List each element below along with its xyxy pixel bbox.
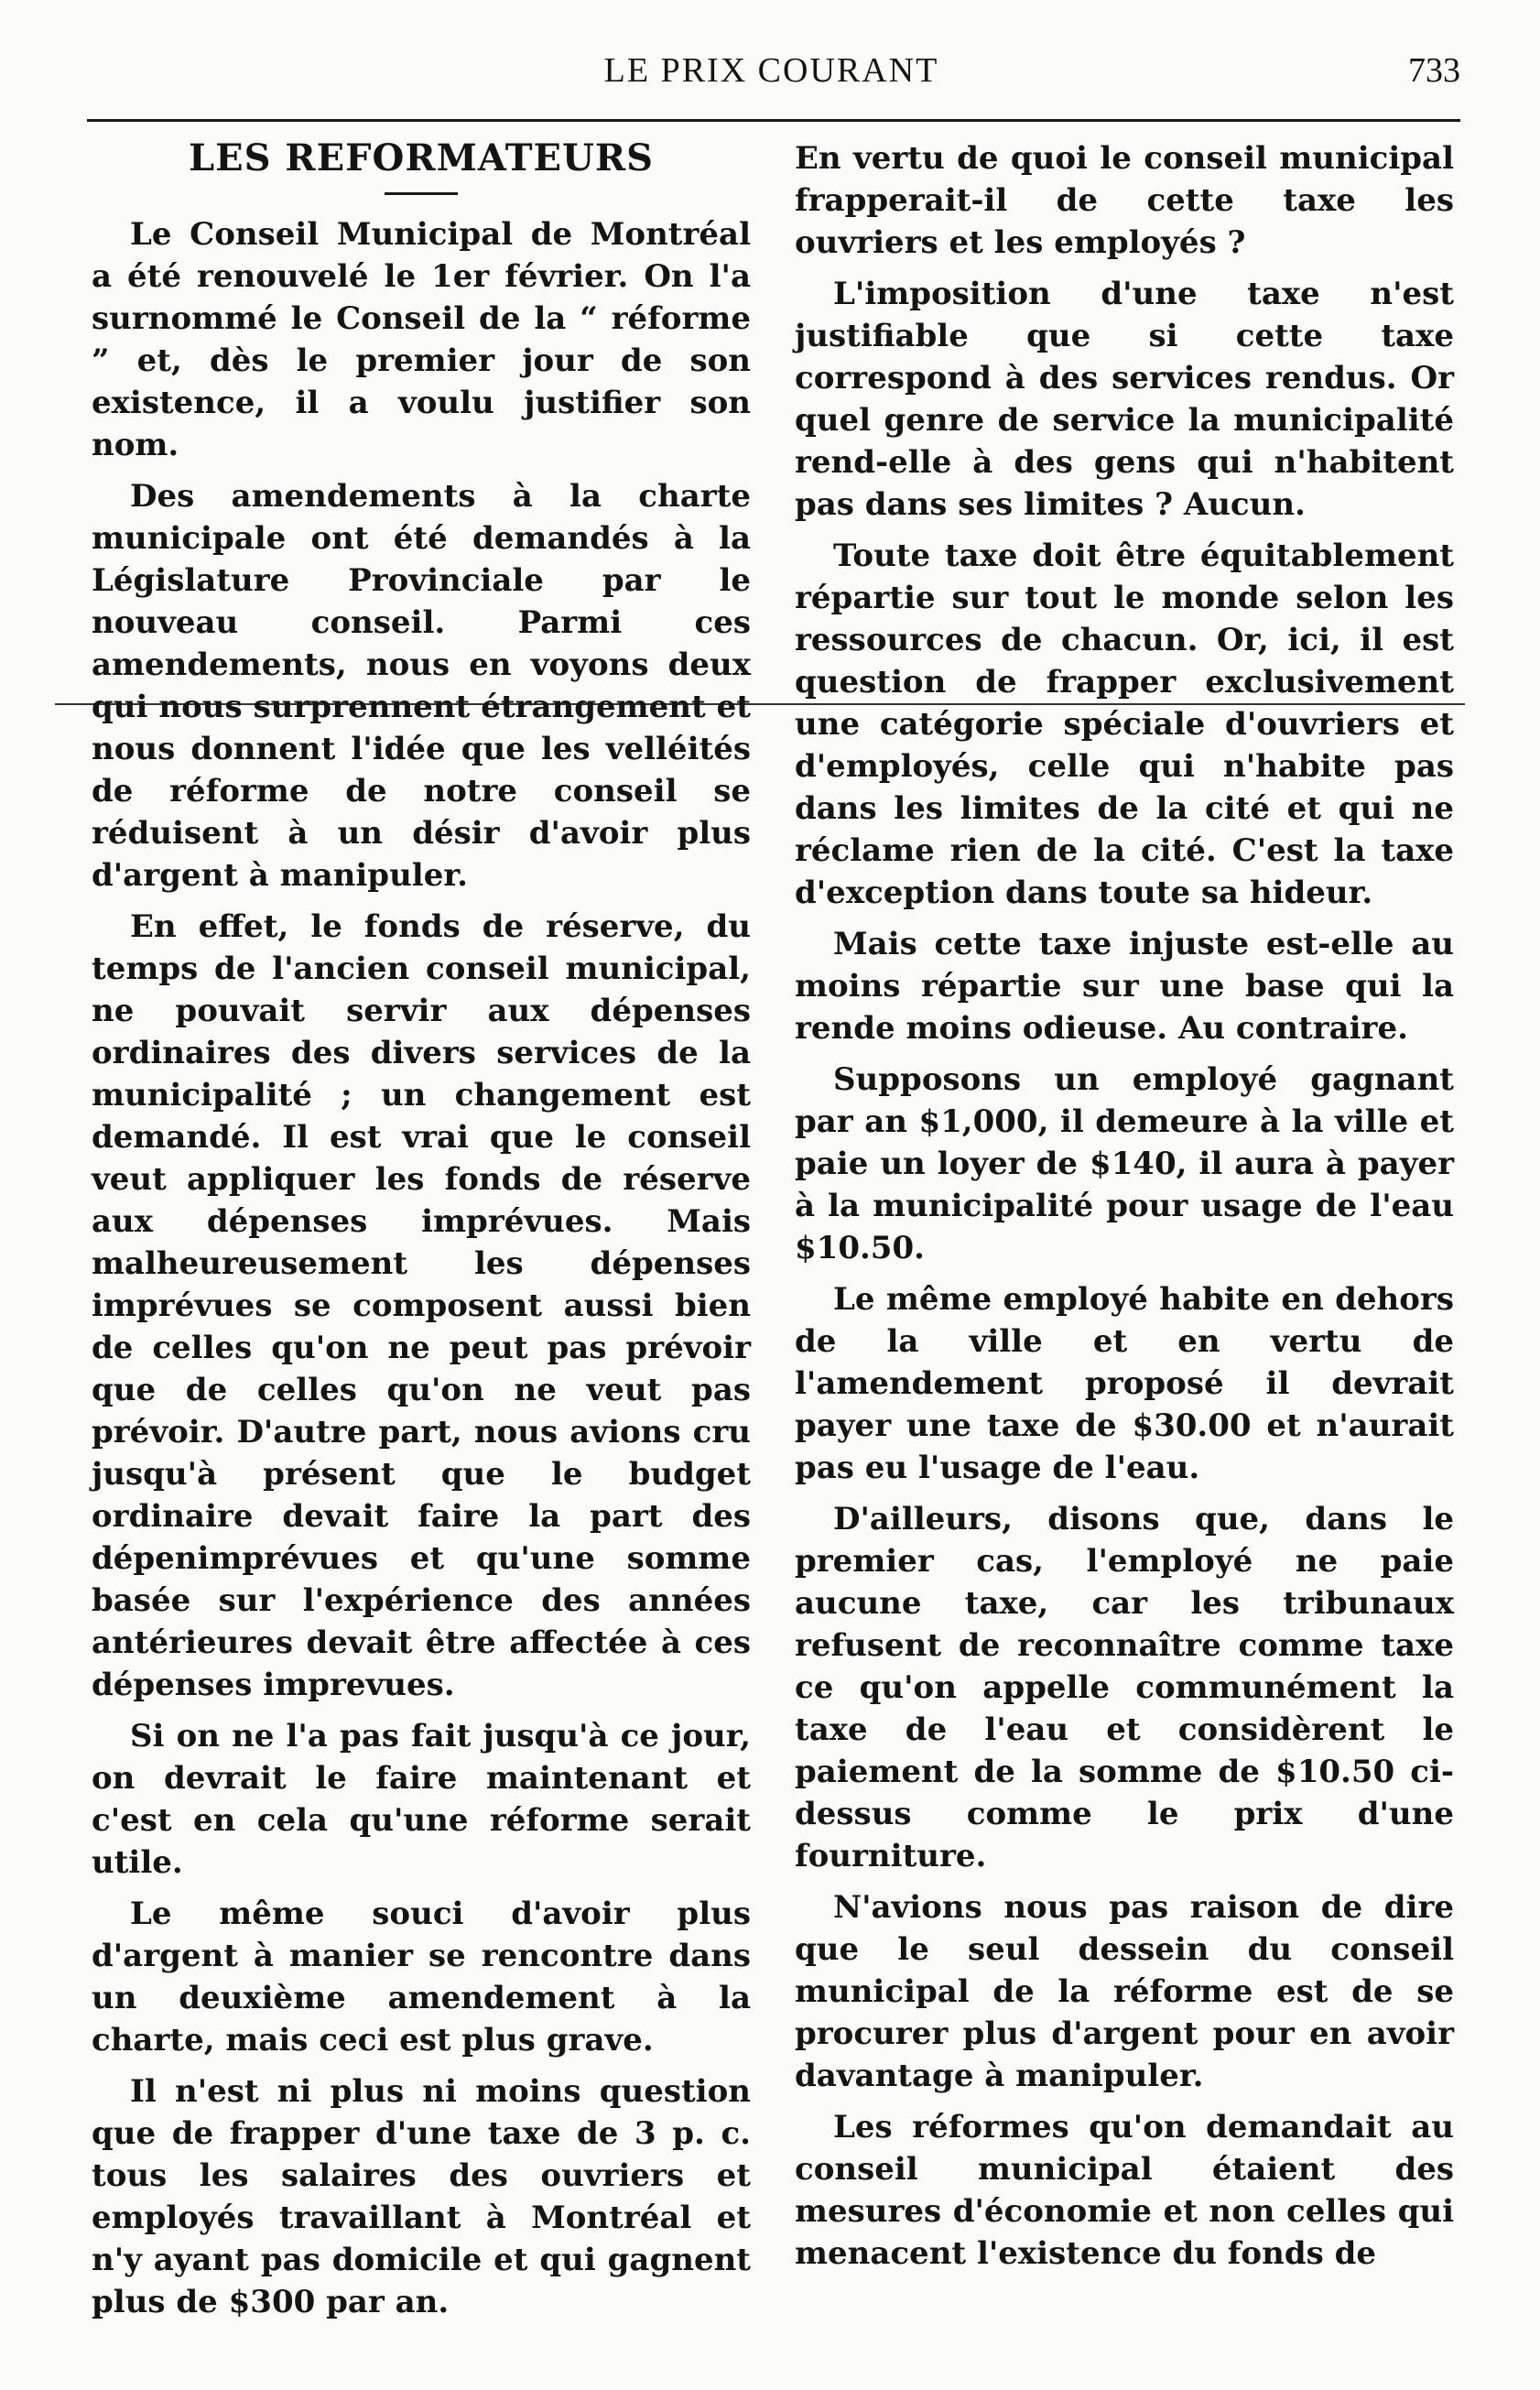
paragraph: En effet, le fonds de réserve, du temps de l'ancien conseil municipal, ne pouvait servir aux dépenses ordinaires des divers services de la municipalité ; un changement est demandé. Il est vrai que le conseil veut appliquer les fonds de réserve aux dépenses imprévues. Mais malheureusement les dépenses imprévues se composent aussi bien de celles qu'on ne peut pas prévoir que de celles qu'on ne veut pas prévoir. D'autre part, nous avions cru jusqu'à présent que le budget ordinaire devait faire la part des dépenimprévues et qu'une somme basée sur l'expérience des années antérieures devait être affectée à ces dépenses imprevues. xyxy=(92,908,751,1703)
header-rule xyxy=(87,119,1460,122)
paragraph: Le Conseil Municipal de Montréal a été renouvelé le 1er février. On l'a surnommé le Conseil de la “ réforme ” et, dès le premier jour de son existence, il a voulu justifier son nom. xyxy=(92,216,751,463)
paragraph: N'avions nous pas raison de dire que le seul dessein du conseil municipal de la réforme est de se procurer plus d'argent pour en avoir davantage à manipuler. xyxy=(795,1889,1454,2094)
page-header xyxy=(82,50,1460,105)
paragraph: D'ailleurs, disons que, dans le premier cas, l'employé ne paie aucune taxe, car les tribunaux refusent de reconnaître comme taxe ce qu'on appelle communément la taxe de l'eau et considèrent le paiement de la somme de $10.50 ci-dessus comme le prix d'une fourniture. xyxy=(795,1501,1454,1874)
paragraph: Il n'est ni plus ni moins question que de frapper d'une taxe de 3 p. c. tous les salaires des ouvriers et employés travaillant à Montréal et n'y ayant pas domicile et qui gagnent plus de $300 par an. xyxy=(92,2073,751,2320)
heading-dash xyxy=(385,192,458,195)
paragraph: Mais cette taxe injuste est-elle au moins répartie sur une base qui la rende moins odieuse. Au contraire. xyxy=(795,926,1454,1047)
article-heading: LES REFORMATEURS xyxy=(188,136,655,179)
paragraph: Toute taxe doit être équitablement répartie sur tout le monde selon les ressources de chacun. Or, ici, il est question de frapper exclusivement une catégorie spéciale d'ouvriers et d'employés, celle qui n'habite pas dans les limites de la cité et qui ne réclame rien de la cité. C'est la taxe d'exception dans toute sa hideur. xyxy=(795,538,1454,911)
paragraph: Le même employé habite en dehors de la ville et en vertu de l'amendement proposé il devrait payer une taxe de $30.00 et n'aurait pas eu l'usage de l'eau. xyxy=(795,1281,1454,1486)
paragraph: Le même souci d'avoir plus d'argent à manier se rencontre dans un deuxième amendement à la charte, mais ceci est plus grave. xyxy=(92,1896,751,2059)
left-column xyxy=(92,137,751,2332)
paragraph: En vertu de quoi le conseil municipal frapperait-il de cette taxe les ouvriers et les employés ? xyxy=(795,140,1454,261)
right-column xyxy=(795,137,1454,2284)
paragraph: L'imposition d'une taxe n'est justifiable que si cette taxe correspond à des services rendus. Or quel genre de service la municipalité rend-elle à des gens qui n'habitent pas dans ses limites ? Aucun. xyxy=(795,276,1454,523)
paragraph: Les réformes qu'on demandait au conseil municipal étaient des mesures d'économie et non celles qui menacent l'existence du fonds de xyxy=(795,2109,1454,2272)
paragraph: Des amendements à la charte municipale ont été demandés à la Législature Provinciale par le nouveau conseil. Parmi ces amendements, nous en voyons deux qui nous surprennent étrangement et nous donnent l'idée que les velléités de réforme de notre conseil se réduisent à un désir d'avoir plus d'argent à manipuler. xyxy=(92,478,751,894)
paragraph: Si on ne l'a pas fait jusqu'à ce jour, on devrait le faire maintenant et c'est en cela qu'une réforme serait utile. xyxy=(92,1718,751,1881)
page-number: 733 xyxy=(1408,51,1460,90)
paragraph: Supposons un employé gagnant par an $1,000, il demeure à la ville et paie un loyer de $140, il aura à payer à la municipalité pour usage de l'eau $10.50. xyxy=(795,1061,1454,1266)
running-title: LE PRIX COURANT xyxy=(603,51,939,90)
